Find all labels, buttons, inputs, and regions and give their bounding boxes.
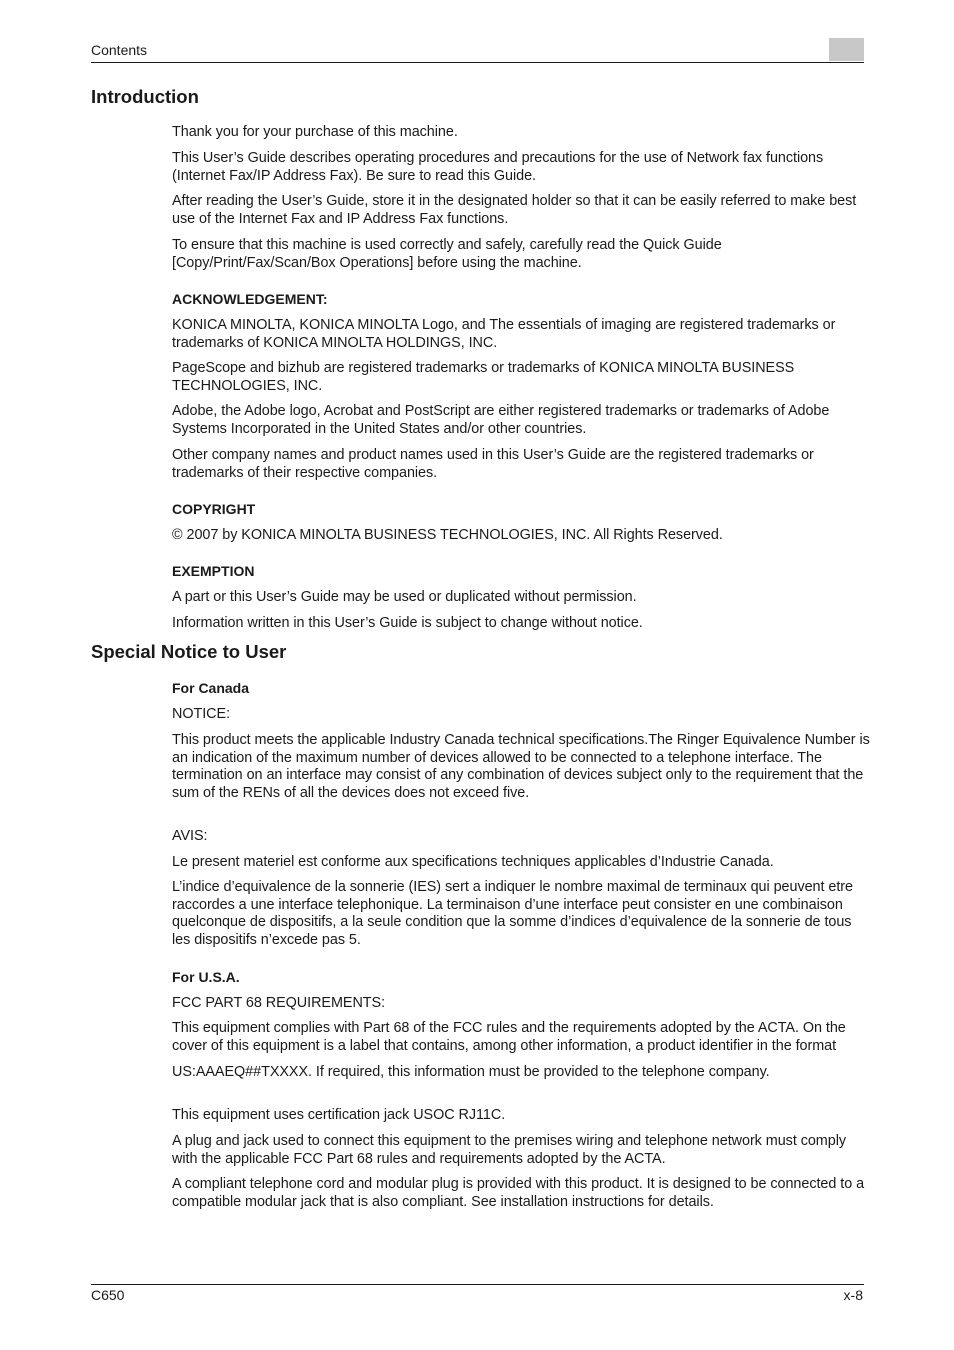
copyright-text: © 2007 by KONICA MINOLTA BUSINESS TECHNOLOGIES, INC. All Rights Reserved. xyxy=(172,527,723,543)
footer-model: C650 xyxy=(91,1287,125,1303)
acknowledgement-paragraph: KONICA MINOLTA, KONICA MINOLTA Logo, and The essentials of imaging are registered trademarks or trademarks of KONICA MINOLTA HOLDINGS, INC. xyxy=(172,317,836,351)
canada-notice-label: NOTICE: xyxy=(172,706,231,722)
canada-avis-paragraph: L’indice d’equivalence de la sonnerie (IES) sert a indiquer le nombre maximal de terminaux qui peuvent etre raccordes a une interface telephonique. La terminaison d’une interface peut consister en une combinaison quelconque de dispositifs, a la seule condition que la somme d’indices d’equivalence de la sonnerie de tous les dispositifs n’excede pas 5. xyxy=(172,879,853,948)
running-header: Contents xyxy=(91,42,148,58)
usa-paragraph: US:AAAEQ##TXXXX. If required, this information must be provided to the telephone company. xyxy=(172,1064,770,1080)
header-divider xyxy=(91,62,864,63)
canada-heading: For Canada xyxy=(172,680,250,696)
usa-heading: For U.S.A. xyxy=(172,969,240,985)
canada-avis-paragraph: Le present materiel est conforme aux specifications techniques applicables d’Industrie Canada. xyxy=(172,854,774,870)
acknowledgement-heading: ACKNOWLEDGEMENT: xyxy=(172,291,328,307)
acknowledgement-paragraph: Adobe, the Adobe logo, Acrobat and PostScript are either registered trademarks or trademarks of Adobe Systems Incorporated in the United States and/or other countries. xyxy=(172,403,830,437)
special-notice-title: Special Notice to User xyxy=(91,641,287,662)
copyright-heading: COPYRIGHT xyxy=(172,501,256,517)
introduction-title: Introduction xyxy=(91,86,199,107)
exemption-heading: EXEMPTION xyxy=(172,563,255,579)
intro-paragraph: After reading the User’s Guide, store it in the designated holder so that it can be easily referred to make best use of the Internet Fax and IP Address Fax functions. xyxy=(172,193,857,227)
usa-paragraph: A compliant telephone cord and modular plug is provided with this product. It is designed to be connected to a compatible modular jack that is also compliant. See installation instructions for details. xyxy=(172,1176,865,1210)
usa-paragraph: This equipment complies with Part 68 of the FCC rules and the requirements adopted by the ACTA. On the cover of this equipment is a label that contains, among other information, a product identifier in the format xyxy=(172,1020,846,1054)
intro-paragraph: This User’s Guide describes operating procedures and precautions for the use of Network fax functions (Internet Fax/IP Address Fax). Be sure to read this Guide. xyxy=(172,150,824,184)
footer-divider xyxy=(91,1284,864,1285)
acknowledgement-paragraph: Other company names and product names used in this User’s Guide are the registered trademarks or trademarks of their respective companies. xyxy=(172,447,814,481)
intro-paragraph: To ensure that this machine is used correctly and safely, carefully read the Quick Guide [Copy/Print/Fax/Scan/Box Operations] before using the machine. xyxy=(172,237,722,271)
canada-avis-label: AVIS: xyxy=(172,828,208,844)
canada-notice-text: This product meets the applicable Industry Canada technical specifications.The Ringer Equivalence Number is an indication of the maximum number of devices allowed to be connected to a telephone interface. The termination on an interface may consist of any combination of devices subject only to the requirement that the sum of the RENs of all the devices does not exceed five. xyxy=(172,732,870,801)
header-tab-block xyxy=(829,38,864,61)
exemption-paragraph: Information written in this User’s Guide is subject to change without notice. xyxy=(172,615,643,631)
usa-requirements-label: FCC PART 68 REQUIREMENTS: xyxy=(172,995,386,1011)
intro-paragraph: Thank you for your purchase of this machine. xyxy=(172,124,458,140)
usa-paragraph: This equipment uses certification jack USOC RJ11C. xyxy=(172,1107,506,1123)
page-number: x-8 xyxy=(843,1287,863,1303)
exemption-paragraph: A part or this User’s Guide may be used or duplicated without permission. xyxy=(172,589,637,605)
acknowledgement-paragraph: PageScope and bizhub are registered trademarks or trademarks of KONICA MINOLTA BUSINESS TECHNOLOGIES, INC. xyxy=(172,360,795,394)
usa-paragraph: A plug and jack used to connect this equipment to the premises wiring and telephone network must comply with the applicable FCC Part 68 rules and requirements adopted by the ACTA. xyxy=(172,1133,846,1167)
